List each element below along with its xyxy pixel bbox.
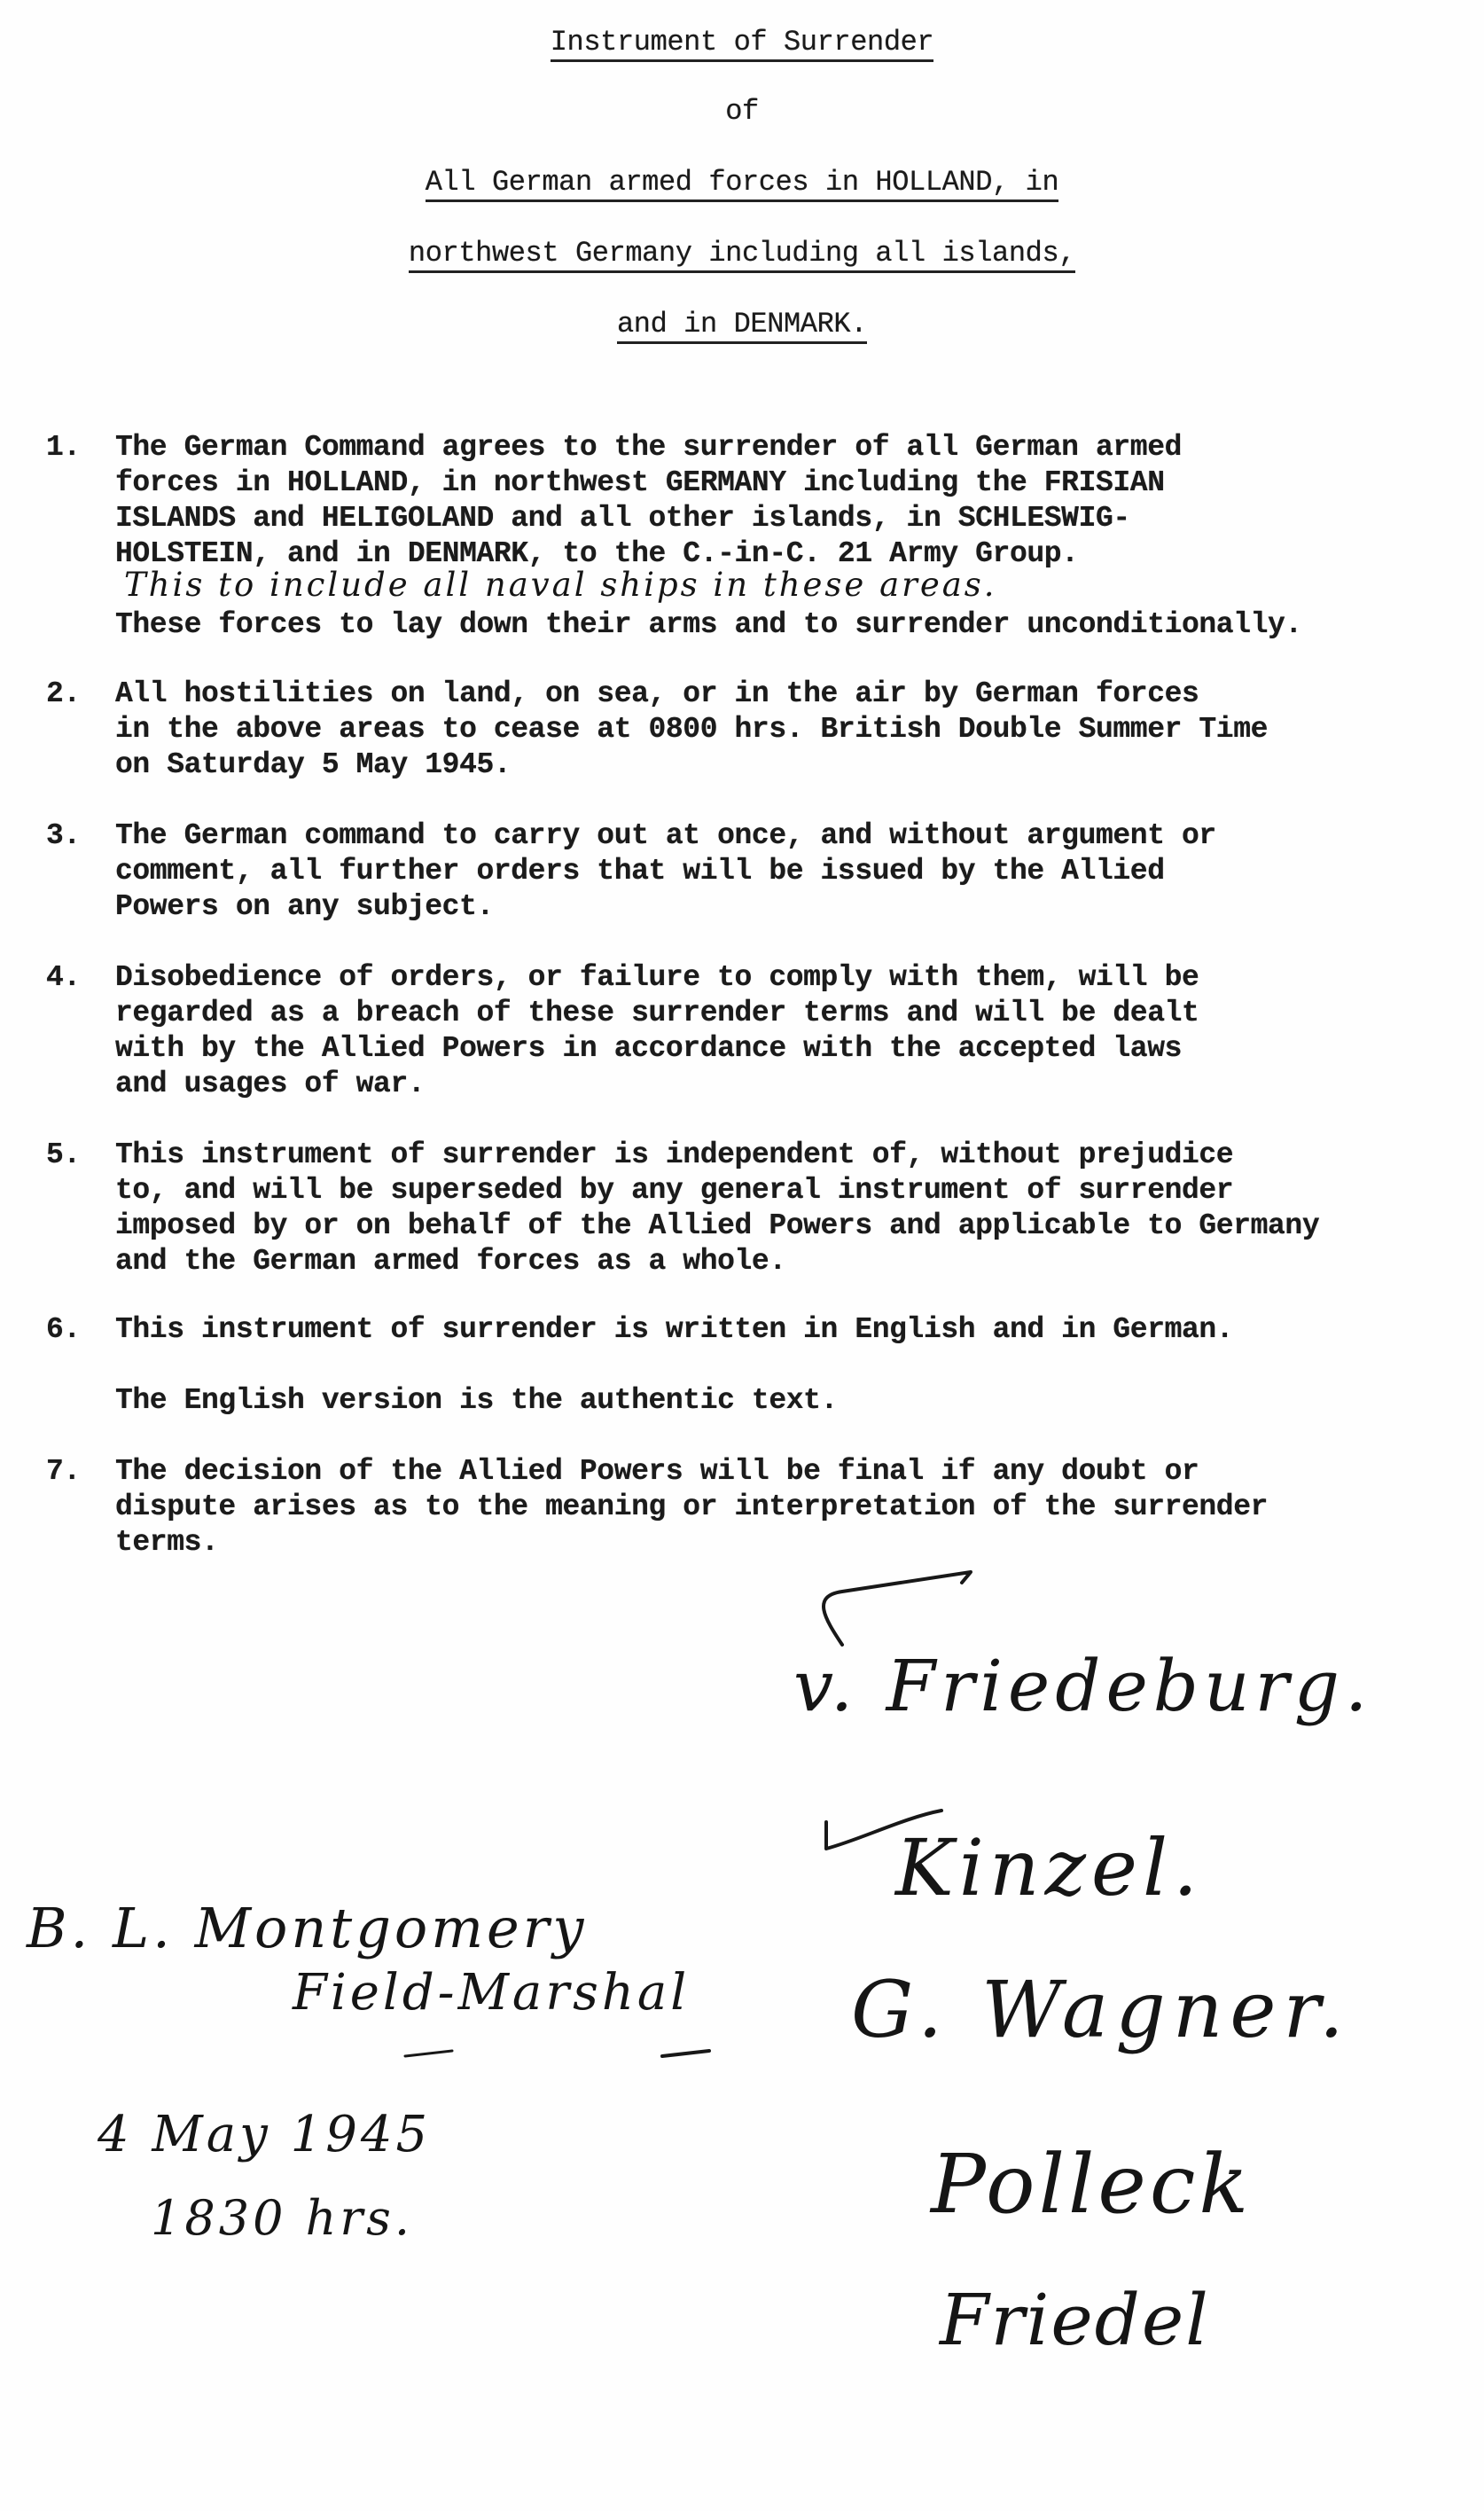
paragraph-4-line: regarded as a breach of these surrender terms and will be dealt: [115, 997, 1199, 1029]
montgomery-signature: B. L. Montgomery: [27, 1896, 588, 1960]
paragraph-3-line: comment, all further orders that will be issued by the Allied: [115, 855, 1165, 888]
handwritten-insert-naval-ships: This to include all naval ships in these areas.: [124, 566, 997, 604]
paragraph-1-line: forces in HOLLAND, in northwest GERMANY including the FRISIAN: [115, 466, 1165, 499]
paragraph-number: 3.: [46, 819, 81, 852]
friedel-signature: Friedel: [940, 2279, 1210, 2361]
title-line-5: [0, 307, 1484, 344]
signing-date: 4 May 1945: [98, 2106, 432, 2163]
title-text: Instrument of Surrender: [551, 27, 933, 62]
paragraph-5-line: imposed by or on behalf of the Allied Powers and applicable to Germany: [115, 1209, 1320, 1242]
wagner-signature: G. Wagner.: [851, 1964, 1351, 2055]
subtitle-text-2: northwest Germany including all islands,: [409, 239, 1075, 273]
title-line-4: [0, 236, 1484, 273]
paragraph-number: 1.: [46, 431, 81, 464]
paragraph-7-line: The decision of the Allied Powers will be final if any doubt or: [115, 1455, 1199, 1488]
paragraph-4-line: with by the Allied Powers in accordance with the accepted laws: [115, 1032, 1183, 1065]
paragraph-1-line: ISLANDS and HELIGOLAND and all other islands, in SCHLESWIG-: [115, 502, 1130, 535]
paragraph-5-line: to, and will be superseded by any general instrument of surrender: [115, 1174, 1234, 1207]
underline-stroke: [660, 2048, 714, 2064]
paragraph-2-line: in the above areas to cease at 0800 hrs. British Double Summer Time: [115, 713, 1269, 746]
paragraph-2-line: on Saturday 5 May 1945.: [115, 748, 512, 781]
paragraph-1-line: The German Command agrees to the surrender of all German armed: [115, 431, 1183, 464]
field-marshal-rank: Field-Marshal: [293, 1964, 691, 2022]
polleck-signature: Polleck: [931, 2137, 1253, 2232]
paragraph-5-line: and the German armed forces as a whole.: [115, 1245, 786, 1278]
paragraph-5-line: This instrument of surrender is independent of, without prejudice: [115, 1138, 1234, 1171]
kinzel-signature: Kinzel.: [895, 1822, 1204, 1913]
paragraph-3-line: Powers on any subject.: [115, 890, 494, 923]
paragraph-2-line: All hostilities on land, on sea, or in the air by German forces: [115, 677, 1199, 710]
paragraph-number: 7.: [46, 1455, 81, 1488]
subtitle-text-1: All German armed forces in HOLLAND, in: [426, 168, 1059, 202]
paragraph-3-line: The German command to carry out at once, and without argument or: [115, 819, 1216, 852]
title-of-text: of: [725, 95, 759, 128]
friedeburg-signature: v. Friedeburg.: [793, 1645, 1373, 1727]
paragraph-number: 6.: [46, 1313, 81, 1346]
paragraph-1-line: HOLSTEIN, and in DENMARK, to the C.-in-C. 21 Army Group.: [115, 537, 1079, 570]
paragraph-7-line: terms.: [115, 1526, 219, 1559]
title-line-1: [0, 25, 1484, 62]
paragraph-6-line: This instrument of surrender is written in English and in German.: [115, 1313, 1234, 1346]
paragraph-number: 5.: [46, 1138, 81, 1171]
title-line-2: [0, 94, 1484, 129]
signing-time: 1830 hrs.: [151, 2190, 414, 2246]
paragraph-1-closing-line: These forces to lay down their arms and to surrender unconditionally.: [115, 608, 1302, 641]
paragraph-number: 2.: [46, 677, 81, 710]
paragraph-4-line: Disobedience of orders, or failure to comply with them, will be: [115, 961, 1199, 994]
underline-stroke: [403, 2048, 457, 2064]
paragraph-4-line: and usages of war.: [115, 1068, 426, 1100]
paragraph-7-line: dispute arises as to the meaning or interpretation of the surrender: [115, 1490, 1269, 1523]
subtitle-text-3: and in DENMARK.: [617, 309, 867, 344]
paragraph-6-authentic-text-line: The English version is the authentic text.: [115, 1384, 838, 1417]
paragraph-number: 4.: [46, 961, 81, 994]
title-line-3: [0, 165, 1484, 202]
